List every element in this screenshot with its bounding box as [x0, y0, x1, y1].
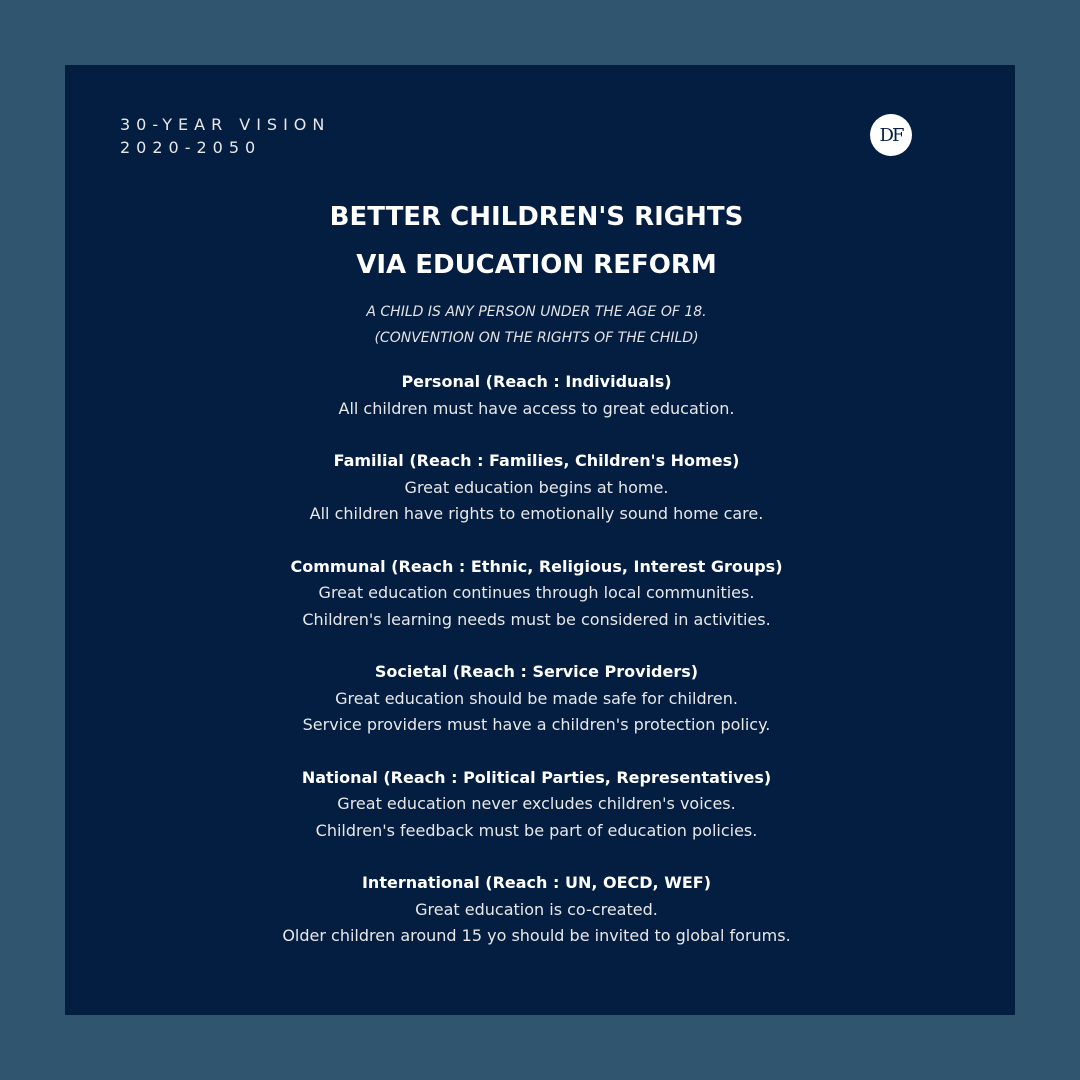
- section-personal: [65, 369, 1008, 422]
- section-line: All children have rights to emotionally sound home care.: [309, 504, 764, 523]
- subtitle-line-1: A CHILD IS ANY PERSON UNDER THE AGE OF 18.: [366, 304, 707, 320]
- section-heading: Personal (Reach : Individuals): [401, 372, 672, 391]
- section-line: All children must have access to great education.: [338, 398, 735, 418]
- subtitle-line-2: (CONVENTION ON THE RIGHTS OF THE CHILD): [374, 330, 699, 346]
- reach-sections: [65, 369, 1008, 976]
- section-line: Great education continues through local communities.: [318, 583, 755, 602]
- title-line-1: BETTER CHILDREN'S RIGHTS: [329, 202, 744, 232]
- section-heading: Communal (Reach : Ethnic, Religious, Interest Groups): [290, 556, 783, 576]
- section-line: Great education never excludes children's voices.: [337, 794, 736, 813]
- section-heading: Societal (Reach : Service Providers): [374, 662, 699, 681]
- title-line-2: VIA EDUCATION REFORM: [356, 250, 717, 280]
- section-line: Great education should be made safe for children.: [335, 688, 738, 708]
- section-line: Older children around 15 yo should be invited to global forums.: [282, 926, 791, 945]
- section-heading: International (Reach : UN, OECD, WEF): [361, 873, 712, 892]
- section-heading: Familial (Reach : Families, Children's Homes): [333, 451, 740, 470]
- section-line: Great education begins at home.: [404, 477, 669, 497]
- vision-title: 30-YEAR VISION: [120, 115, 331, 134]
- section-communal: [65, 554, 1008, 634]
- section-line: Great education is co-created.: [415, 899, 658, 919]
- vision-years: 2020-2050: [120, 138, 262, 157]
- vision-label: [120, 113, 330, 159]
- child-definition: [65, 299, 1008, 351]
- section-societal: [65, 659, 1008, 739]
- page-title: [65, 193, 1008, 289]
- df-logo: DF: [870, 114, 912, 156]
- section-line: Children's learning needs must be considered in activities.: [302, 609, 771, 629]
- section-national: [65, 765, 1008, 845]
- section-line: Children's feedback must be part of education policies.: [315, 820, 758, 840]
- section-international: [65, 870, 1008, 950]
- section-line: Service providers must have a children's protection policy.: [302, 715, 771, 734]
- section-heading: National (Reach : Political Parties, Representatives): [301, 767, 772, 787]
- section-familial: [65, 448, 1008, 528]
- poster-card: [65, 65, 1015, 1015]
